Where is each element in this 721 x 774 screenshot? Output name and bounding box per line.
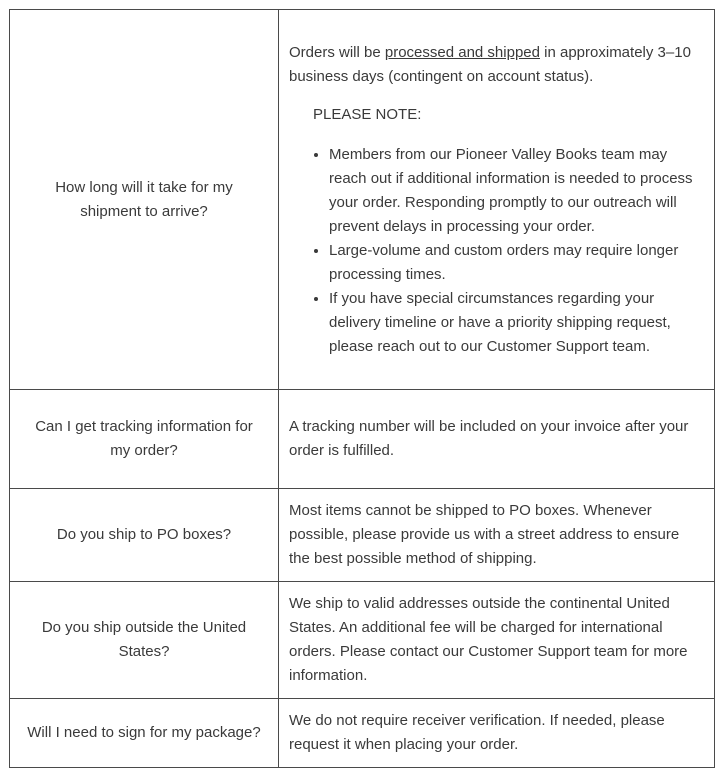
faq-question: How long will it take for my shipment to arrive? (55, 178, 233, 220)
note-bullet-list (289, 143, 704, 359)
faq-answer: We ship to valid addresses outside the continental United States. An additional fee will be charged for international orders. Please contact our Customer Support team for more information. (289, 595, 688, 684)
note-bullet-item: • Large-volume and custom orders may require longer processing times. (329, 239, 704, 287)
faq-question-cell (10, 582, 279, 699)
faq-answer-cell (279, 582, 715, 699)
faq-question-cell (10, 390, 279, 489)
faq-row-po-boxes (10, 489, 715, 582)
note-bullet-item: • Members from our Pioneer Valley Books team may reach out if additional information is needed to process your order. Responding promptly to our outreach will prevent delays in processing your order. (329, 143, 704, 239)
faq-answer-cell (279, 390, 715, 489)
faq-answer (289, 41, 704, 89)
faq-question-cell (10, 10, 279, 390)
faq-question-cell (10, 699, 279, 768)
answer-text-start: Orders will be (289, 43, 385, 61)
please-note-label: PLEASE NOTE: (313, 105, 422, 123)
faq-answer: A tracking number will be included on your invoice after your order is fulfilled. (289, 418, 689, 459)
faq-row-international (10, 582, 715, 699)
faq-question-cell (10, 489, 279, 582)
faq-question: Can I get tracking information for my order? (35, 418, 253, 459)
faq-question: Do you ship outside the United States? (41, 619, 247, 660)
processed-and-shipped-link[interactable]: processed and shipped (384, 43, 540, 61)
faq-row-signature (10, 699, 715, 768)
faq-answer: Most items cannot be shipped to PO boxes. Whenever possible, please provide us with a street address to ensure the best possible method of shipping. (289, 502, 680, 567)
faq-question: Do you ship to PO boxes? (56, 526, 232, 543)
faq-answer-cell (279, 699, 715, 768)
faq-answer: We do not require receiver verification. If needed, please request it when placing your order. (289, 712, 665, 753)
faq-question: Will I need to sign for my package? (27, 724, 261, 741)
faq-answer-cell (279, 489, 715, 582)
answer-text-end: in approximately 3–10 business days (contingent on account status). (289, 43, 691, 85)
note-bullet-item: • If you have special circumstances regarding your delivery timeline or have a priority shipping request, please reach out to our Customer Support team. (329, 287, 704, 359)
faq-answer-cell (279, 10, 715, 390)
shipping-faq-table (9, 9, 715, 768)
faq-row-tracking (10, 390, 715, 489)
faq-row-shipment-time (10, 10, 715, 390)
